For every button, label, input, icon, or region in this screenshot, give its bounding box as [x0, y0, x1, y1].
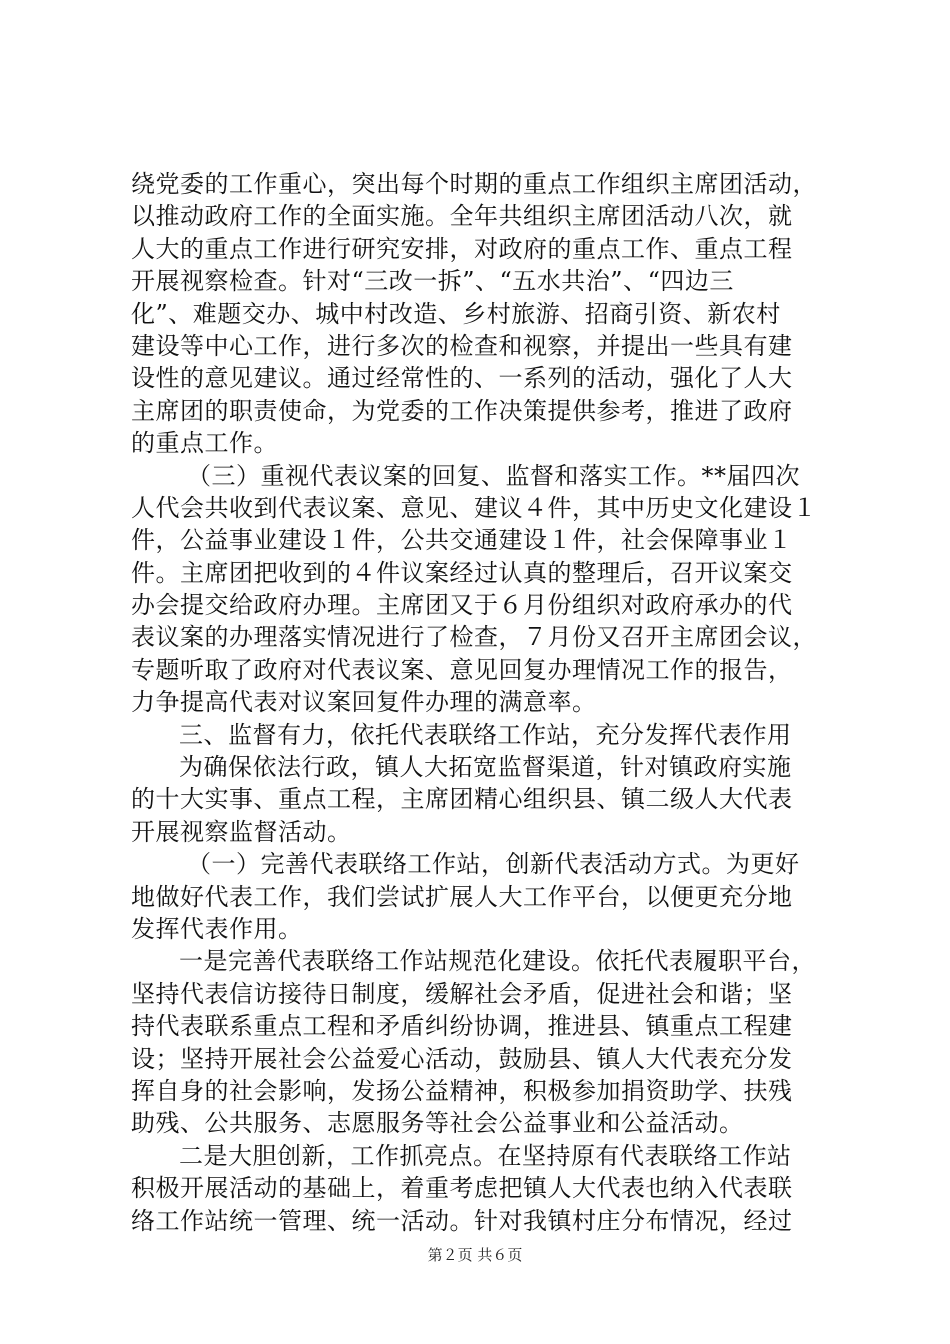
document-body — [131, 168, 831, 1237]
text-line: 以推动政府工作的全面实施。全年共组织主席团活动八次，就 — [131, 202, 793, 231]
text-line: 表议案的办理落实情况进行了检查，７月份又召开主席团会议， — [131, 623, 817, 652]
text-line: 持代表联系重点工程和矛盾纠纷协调，推进县、镇重点工程建 — [131, 1012, 793, 1041]
text-line: 化”、难题交办、城中村改造、乡村旅游、招商引资、新农村 — [131, 299, 781, 328]
text-line: 的十大实事、重点工程，主席团精心组织县、镇二级人大代表 — [131, 785, 793, 814]
text-line: 二是大胆创新，工作抓亮点。在坚持原有代表联络工作站 — [179, 1141, 792, 1170]
text-line: 坚持代表信访接待日制度，缓解社会矛盾，促进社会和谐；坚 — [131, 979, 793, 1008]
text-line: 设性的意见建议。通过经常性的、一系列的活动，强化了人大 — [131, 364, 793, 393]
text-line: 设；坚持开展社会公益爱心活动，鼓励县、镇人大代表充分发 — [131, 1044, 793, 1073]
text-line: 挥自身的社会影响，发扬公益精神，积极参加捐资助学、扶残 — [131, 1076, 793, 1105]
text-line: 力争提高代表对议案回复件办理的满意率。 — [131, 688, 597, 717]
text-line: 办会提交给政府办理。主席团又于６月份组织对政府承办的代 — [131, 591, 793, 620]
text-line: 件。主席团把收到的４件议案经过认真的整理后，召开议案交 — [131, 558, 793, 587]
text-line: 人代会共收到代表议案、意见、建议４件，其中历史文化建设１ — [131, 493, 817, 522]
text-line: 绕党委的工作重心，突出每个时期的重点工作组织主席团活动， — [131, 170, 817, 198]
main-heading-3: 三、监督有力，依托代表联络工作站，充分发挥代表作用 — [179, 720, 792, 749]
text-line: 专题听取了政府对代表议案、意见回复办理情况工作的报告， — [131, 655, 793, 684]
text-line: 络工作站统一管理、统一活动。针对我镇村庄分布情况，经过 — [131, 1206, 793, 1235]
section-heading-3: （三）重视代表议案的回复、监督和落实工作。**届四次 — [187, 461, 800, 490]
text-line: 为确保依法行政，镇人大拓宽监督渠道，针对镇政府实施 — [179, 753, 792, 782]
text-line: 主席团的职责使命，为党委的工作决策提供参考，推进了政府 — [131, 396, 793, 425]
text-line: 件，公益事业建设１件，公共交通建设１件，社会保障事业１ — [131, 526, 793, 555]
text-line: 开展视察检查。针对“三改一拆”、“五水共治”、“四边三 — [131, 267, 734, 296]
text-line: 地做好代表工作，我们尝试扩展人大工作平台，以便更充分地 — [131, 882, 793, 911]
text-line: 积极开展活动的基础上，着重考虑把镇人大代表也纳入代表联 — [131, 1174, 793, 1203]
text-line: 人大的重点工作进行研究安排，对政府的重点工作、重点工程 — [131, 234, 793, 263]
text-line: 一是完善代表联络工作站规范化建设。依托代表履职平台， — [179, 947, 816, 976]
text-line: 开展视察监督活动。 — [131, 817, 352, 846]
page-number-footer: 第２页 共６页 — [427, 1246, 523, 1264]
text-line: 的重点工作。 — [131, 429, 278, 458]
text-line: 发挥代表作用。 — [131, 914, 303, 943]
text-line: 建设等中心工作，进行多次的检查和视察，并提出一些具有建 — [131, 331, 793, 360]
text-line: 助残、公共服务、志愿服务等社会公益事业和公益活动。 — [131, 1109, 744, 1138]
section-heading-1: （一）完善代表联络工作站，创新代表活动方式。为更好 — [187, 850, 800, 879]
